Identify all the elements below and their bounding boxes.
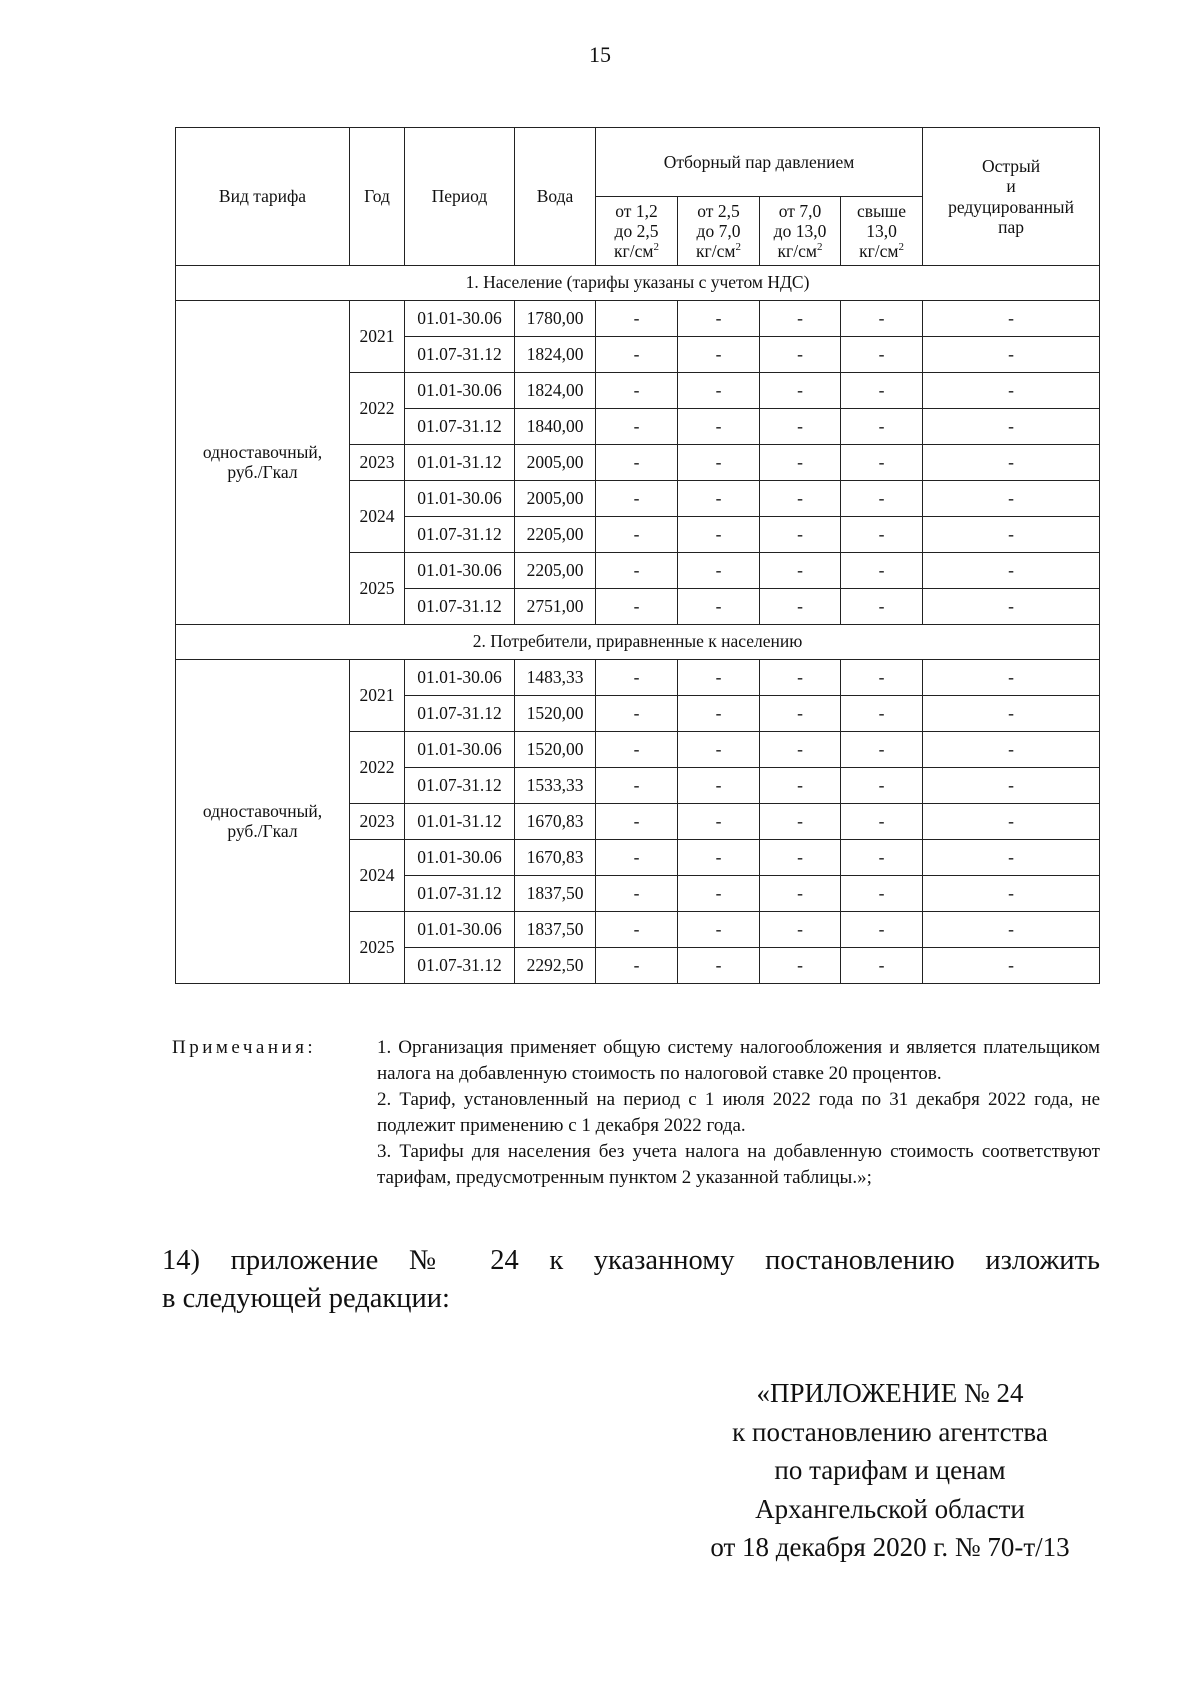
steam-cell: - — [923, 553, 1100, 589]
appendix-heading — [680, 1374, 1100, 1567]
steam-cell: - — [596, 660, 678, 696]
water-cell: 1824,00 — [515, 337, 596, 373]
pressure-unit — [843, 241, 920, 261]
steam-cell: - — [923, 840, 1100, 876]
header-sharp-line4: пар — [998, 216, 1024, 237]
steam-cell: - — [596, 840, 678, 876]
unit-power: 2 — [898, 241, 904, 254]
period-cell: 01.01-31.12 — [405, 445, 515, 481]
steam-cell: - — [596, 732, 678, 768]
steam-cell: - — [841, 840, 923, 876]
steam-cell: - — [596, 876, 678, 912]
water-cell: 2205,00 — [515, 553, 596, 589]
steam-cell: - — [841, 589, 923, 625]
table-row — [176, 301, 1100, 337]
steam-cell: - — [923, 876, 1100, 912]
section-row — [176, 625, 1100, 660]
steam-cell: - — [841, 768, 923, 804]
steam-cell: - — [923, 768, 1100, 804]
water-cell: 1824,00 — [515, 373, 596, 409]
header-pressure-4 — [841, 197, 923, 266]
steam-cell: - — [923, 912, 1100, 948]
period-cell: 01.07-31.12 — [405, 948, 515, 984]
year-cell: 2024 — [350, 840, 405, 912]
steam-cell: - — [760, 409, 841, 445]
steam-cell: - — [760, 912, 841, 948]
steam-cell: - — [760, 840, 841, 876]
unit-power: 2 — [735, 241, 741, 254]
period-cell: 01.07-31.12 — [405, 589, 515, 625]
tariff-type-line: одноставочный, — [202, 800, 323, 821]
steam-cell: - — [678, 553, 760, 589]
water-cell: 1520,00 — [515, 732, 596, 768]
period-cell: 01.07-31.12 — [405, 409, 515, 445]
water-cell: 2005,00 — [515, 481, 596, 517]
tariff-type-cell — [176, 301, 350, 625]
header-tariff-type: Вид тарифа — [176, 128, 350, 266]
steam-cell: - — [760, 481, 841, 517]
steam-cell: - — [678, 840, 760, 876]
pressure-from: от 2,5 — [697, 200, 740, 221]
water-cell: 1840,00 — [515, 409, 596, 445]
pressure-to: до 13,0 — [773, 220, 827, 241]
steam-cell: - — [678, 301, 760, 337]
appendix-line: от 18 декабря 2020 г. № 70-т/13 — [710, 1532, 1070, 1562]
water-cell: 2751,00 — [515, 589, 596, 625]
water-cell: 1780,00 — [515, 301, 596, 337]
steam-cell: - — [760, 301, 841, 337]
appendix-line: к постановлению агентства — [732, 1416, 1048, 1447]
steam-cell: - — [923, 301, 1100, 337]
year-cell: 2024 — [350, 481, 405, 553]
period-cell: 01.07-31.12 — [405, 876, 515, 912]
tariff-type-cell — [176, 660, 350, 984]
period-cell: 01.01-30.06 — [405, 840, 515, 876]
period-cell: 01.07-31.12 — [405, 696, 515, 732]
steam-cell: - — [678, 768, 760, 804]
steam-cell: - — [760, 373, 841, 409]
steam-cell: - — [678, 517, 760, 553]
steam-cell: - — [760, 696, 841, 732]
pressure-to: до 2,5 — [614, 220, 659, 241]
note-item: 1. Организация применяет общую систему налогообложения и является плательщиком налога на добавленную стоимость по налоговой ставке 20 процентов. — [377, 1037, 1100, 1084]
header-pressure-1 — [596, 197, 678, 266]
steam-cell: - — [760, 445, 841, 481]
period-cell: 01.01-30.06 — [405, 481, 515, 517]
section-title: 2. Потребители, приравненные к населению — [176, 625, 1100, 660]
header-sharp-steam — [923, 128, 1100, 266]
unit-text: кг/см — [777, 241, 817, 262]
steam-cell: - — [923, 589, 1100, 625]
steam-cell: - — [678, 660, 760, 696]
year-cell: 2022 — [350, 732, 405, 804]
steam-cell: - — [923, 337, 1100, 373]
steam-cell: - — [596, 373, 678, 409]
water-cell: 1837,50 — [515, 912, 596, 948]
steam-cell: - — [678, 876, 760, 912]
steam-cell: - — [678, 589, 760, 625]
steam-cell: - — [841, 696, 923, 732]
header-pressure-2 — [678, 197, 760, 266]
tariff-table — [175, 127, 1100, 984]
water-cell: 1520,00 — [515, 696, 596, 732]
appendix-line: по тарифам и ценам — [774, 1455, 1006, 1485]
year-cell: 2021 — [350, 301, 405, 373]
steam-cell: - — [841, 481, 923, 517]
steam-cell: - — [841, 804, 923, 840]
year-cell: 2021 — [350, 660, 405, 732]
steam-cell: - — [923, 732, 1100, 768]
steam-cell: - — [841, 876, 923, 912]
steam-cell: - — [760, 589, 841, 625]
steam-cell: - — [596, 768, 678, 804]
water-cell: 1483,33 — [515, 660, 596, 696]
header-row — [176, 128, 1100, 197]
tariff-type-line: одноставочный, — [202, 441, 323, 462]
pressure-from: от 7,0 — [778, 200, 822, 221]
steam-cell: - — [841, 373, 923, 409]
steam-cell: - — [841, 517, 923, 553]
steam-cell: - — [596, 696, 678, 732]
tariff-unit-line: руб./Гкал — [227, 820, 298, 841]
steam-cell: - — [596, 301, 678, 337]
period-cell: 01.01-30.06 — [405, 660, 515, 696]
unit-power: 2 — [653, 241, 659, 254]
steam-cell: - — [923, 517, 1100, 553]
period-cell: 01.01-31.12 — [405, 804, 515, 840]
steam-cell: - — [841, 337, 923, 373]
steam-cell: - — [678, 445, 760, 481]
steam-cell: - — [678, 732, 760, 768]
period-cell: 01.01-30.06 — [405, 732, 515, 768]
steam-cell: - — [596, 445, 678, 481]
steam-cell: - — [678, 912, 760, 948]
appendix-title: «ПРИЛОЖЕНИЕ № 24 — [756, 1378, 1024, 1408]
water-cell: 2292,50 — [515, 948, 596, 984]
period-cell: 01.07-31.12 — [405, 768, 515, 804]
unit-power: 2 — [816, 241, 823, 254]
section-title: 1. Население (тарифы указаны с учетом НДС) — [176, 266, 1100, 301]
water-cell: 1533,33 — [515, 768, 596, 804]
steam-cell: - — [596, 804, 678, 840]
header-period: Период — [405, 128, 515, 266]
steam-cell: - — [678, 948, 760, 984]
steam-cell: - — [841, 301, 923, 337]
note-item: 2. Тариф, установленный на период с 1 июля 2022 года по 31 декабря 2022 года, не подлежит применению с 1 декабря 2022 года. — [377, 1089, 1100, 1136]
pressure-unit — [598, 241, 675, 261]
steam-cell: - — [841, 660, 923, 696]
notes-label: Примечания: — [172, 1037, 317, 1058]
steam-cell: - — [596, 517, 678, 553]
steam-cell: - — [596, 589, 678, 625]
section-row — [176, 266, 1100, 301]
header-sharp-line2: и — [1006, 176, 1016, 197]
header-extraction-steam: Отборный пар давлением — [596, 128, 923, 197]
steam-cell: - — [841, 948, 923, 984]
period-cell: 01.01-30.06 — [405, 912, 515, 948]
steam-cell: - — [596, 948, 678, 984]
year-cell: 2023 — [350, 804, 405, 840]
pressure-to: до 7,0 — [696, 220, 741, 241]
period-cell: 01.01-30.06 — [405, 373, 515, 409]
page-number: 15 — [589, 42, 611, 67]
header-water: Вода — [515, 128, 596, 266]
period-cell: 01.01-30.06 — [405, 553, 515, 589]
steam-cell: - — [923, 696, 1100, 732]
header-year: Год — [350, 128, 405, 266]
steam-cell: - — [760, 337, 841, 373]
steam-cell: - — [678, 409, 760, 445]
pressure-to: 13,0 — [866, 220, 897, 241]
steam-cell: - — [923, 409, 1100, 445]
water-cell: 1670,83 — [515, 804, 596, 840]
steam-cell: - — [596, 409, 678, 445]
pressure-from: от 1,2 — [615, 200, 658, 221]
clause-line-2: в следующей редакции: — [162, 1283, 450, 1314]
pressure-from: свыше — [857, 200, 907, 221]
water-cell: 1670,83 — [515, 840, 596, 876]
steam-cell: - — [678, 373, 760, 409]
steam-cell: - — [923, 660, 1100, 696]
steam-cell: - — [760, 732, 841, 768]
unit-text: кг/см — [696, 241, 736, 262]
steam-cell: - — [596, 912, 678, 948]
notes-body — [377, 1035, 1100, 1191]
steam-cell: - — [923, 481, 1100, 517]
steam-cell: - — [760, 876, 841, 912]
steam-cell: - — [841, 445, 923, 481]
tariff-unit-line: руб./Гкал — [227, 461, 298, 482]
steam-cell: - — [923, 373, 1100, 409]
steam-cell: - — [760, 948, 841, 984]
year-cell: 2023 — [350, 445, 405, 481]
steam-cell: - — [760, 553, 841, 589]
steam-cell: - — [678, 804, 760, 840]
steam-cell: - — [596, 337, 678, 373]
year-cell: 2022 — [350, 373, 405, 445]
year-cell: 2025 — [350, 912, 405, 984]
steam-cell: - — [841, 553, 923, 589]
steam-cell: - — [596, 553, 678, 589]
steam-cell: - — [596, 481, 678, 517]
steam-cell: - — [760, 517, 841, 553]
water-cell: 2005,00 — [515, 445, 596, 481]
steam-cell: - — [923, 948, 1100, 984]
steam-cell: - — [923, 804, 1100, 840]
table-row — [176, 660, 1100, 696]
steam-cell: - — [841, 912, 923, 948]
steam-cell: - — [841, 409, 923, 445]
year-cell: 2025 — [350, 553, 405, 625]
period-cell: 01.07-31.12 — [405, 337, 515, 373]
steam-cell: - — [760, 804, 841, 840]
steam-cell: - — [678, 337, 760, 373]
notes — [172, 1035, 1100, 1191]
period-cell: 01.07-31.12 — [405, 517, 515, 553]
pressure-unit — [680, 241, 757, 261]
header-pressure-3 — [760, 197, 841, 266]
header-sharp-line3: редуцированный — [948, 196, 1074, 217]
steam-cell: - — [760, 768, 841, 804]
steam-cell: - — [760, 660, 841, 696]
pressure-unit — [762, 241, 838, 261]
water-cell: 1837,50 — [515, 876, 596, 912]
unit-text: кг/см — [859, 241, 899, 262]
note-item: 3. Тарифы для населения без учета налога на добавленную стоимость соответствуют тарифам, предусмотренным пунктом 2 указанной таблицы.»; — [377, 1141, 1100, 1188]
tariff-table-body — [176, 266, 1100, 984]
steam-cell: - — [678, 696, 760, 732]
header-sharp-line1: Острый — [981, 156, 1041, 177]
clause-line-1: 14) приложение № 24 к указанному постановлению изложить — [162, 1245, 1100, 1276]
steam-cell: - — [841, 732, 923, 768]
steam-cell: - — [923, 445, 1100, 481]
steam-cell: - — [678, 481, 760, 517]
unit-text: кг/см — [614, 241, 654, 262]
appendix-line: Архангельской области — [755, 1493, 1025, 1524]
period-cell: 01.01-30.06 — [405, 301, 515, 337]
water-cell: 2205,00 — [515, 517, 596, 553]
